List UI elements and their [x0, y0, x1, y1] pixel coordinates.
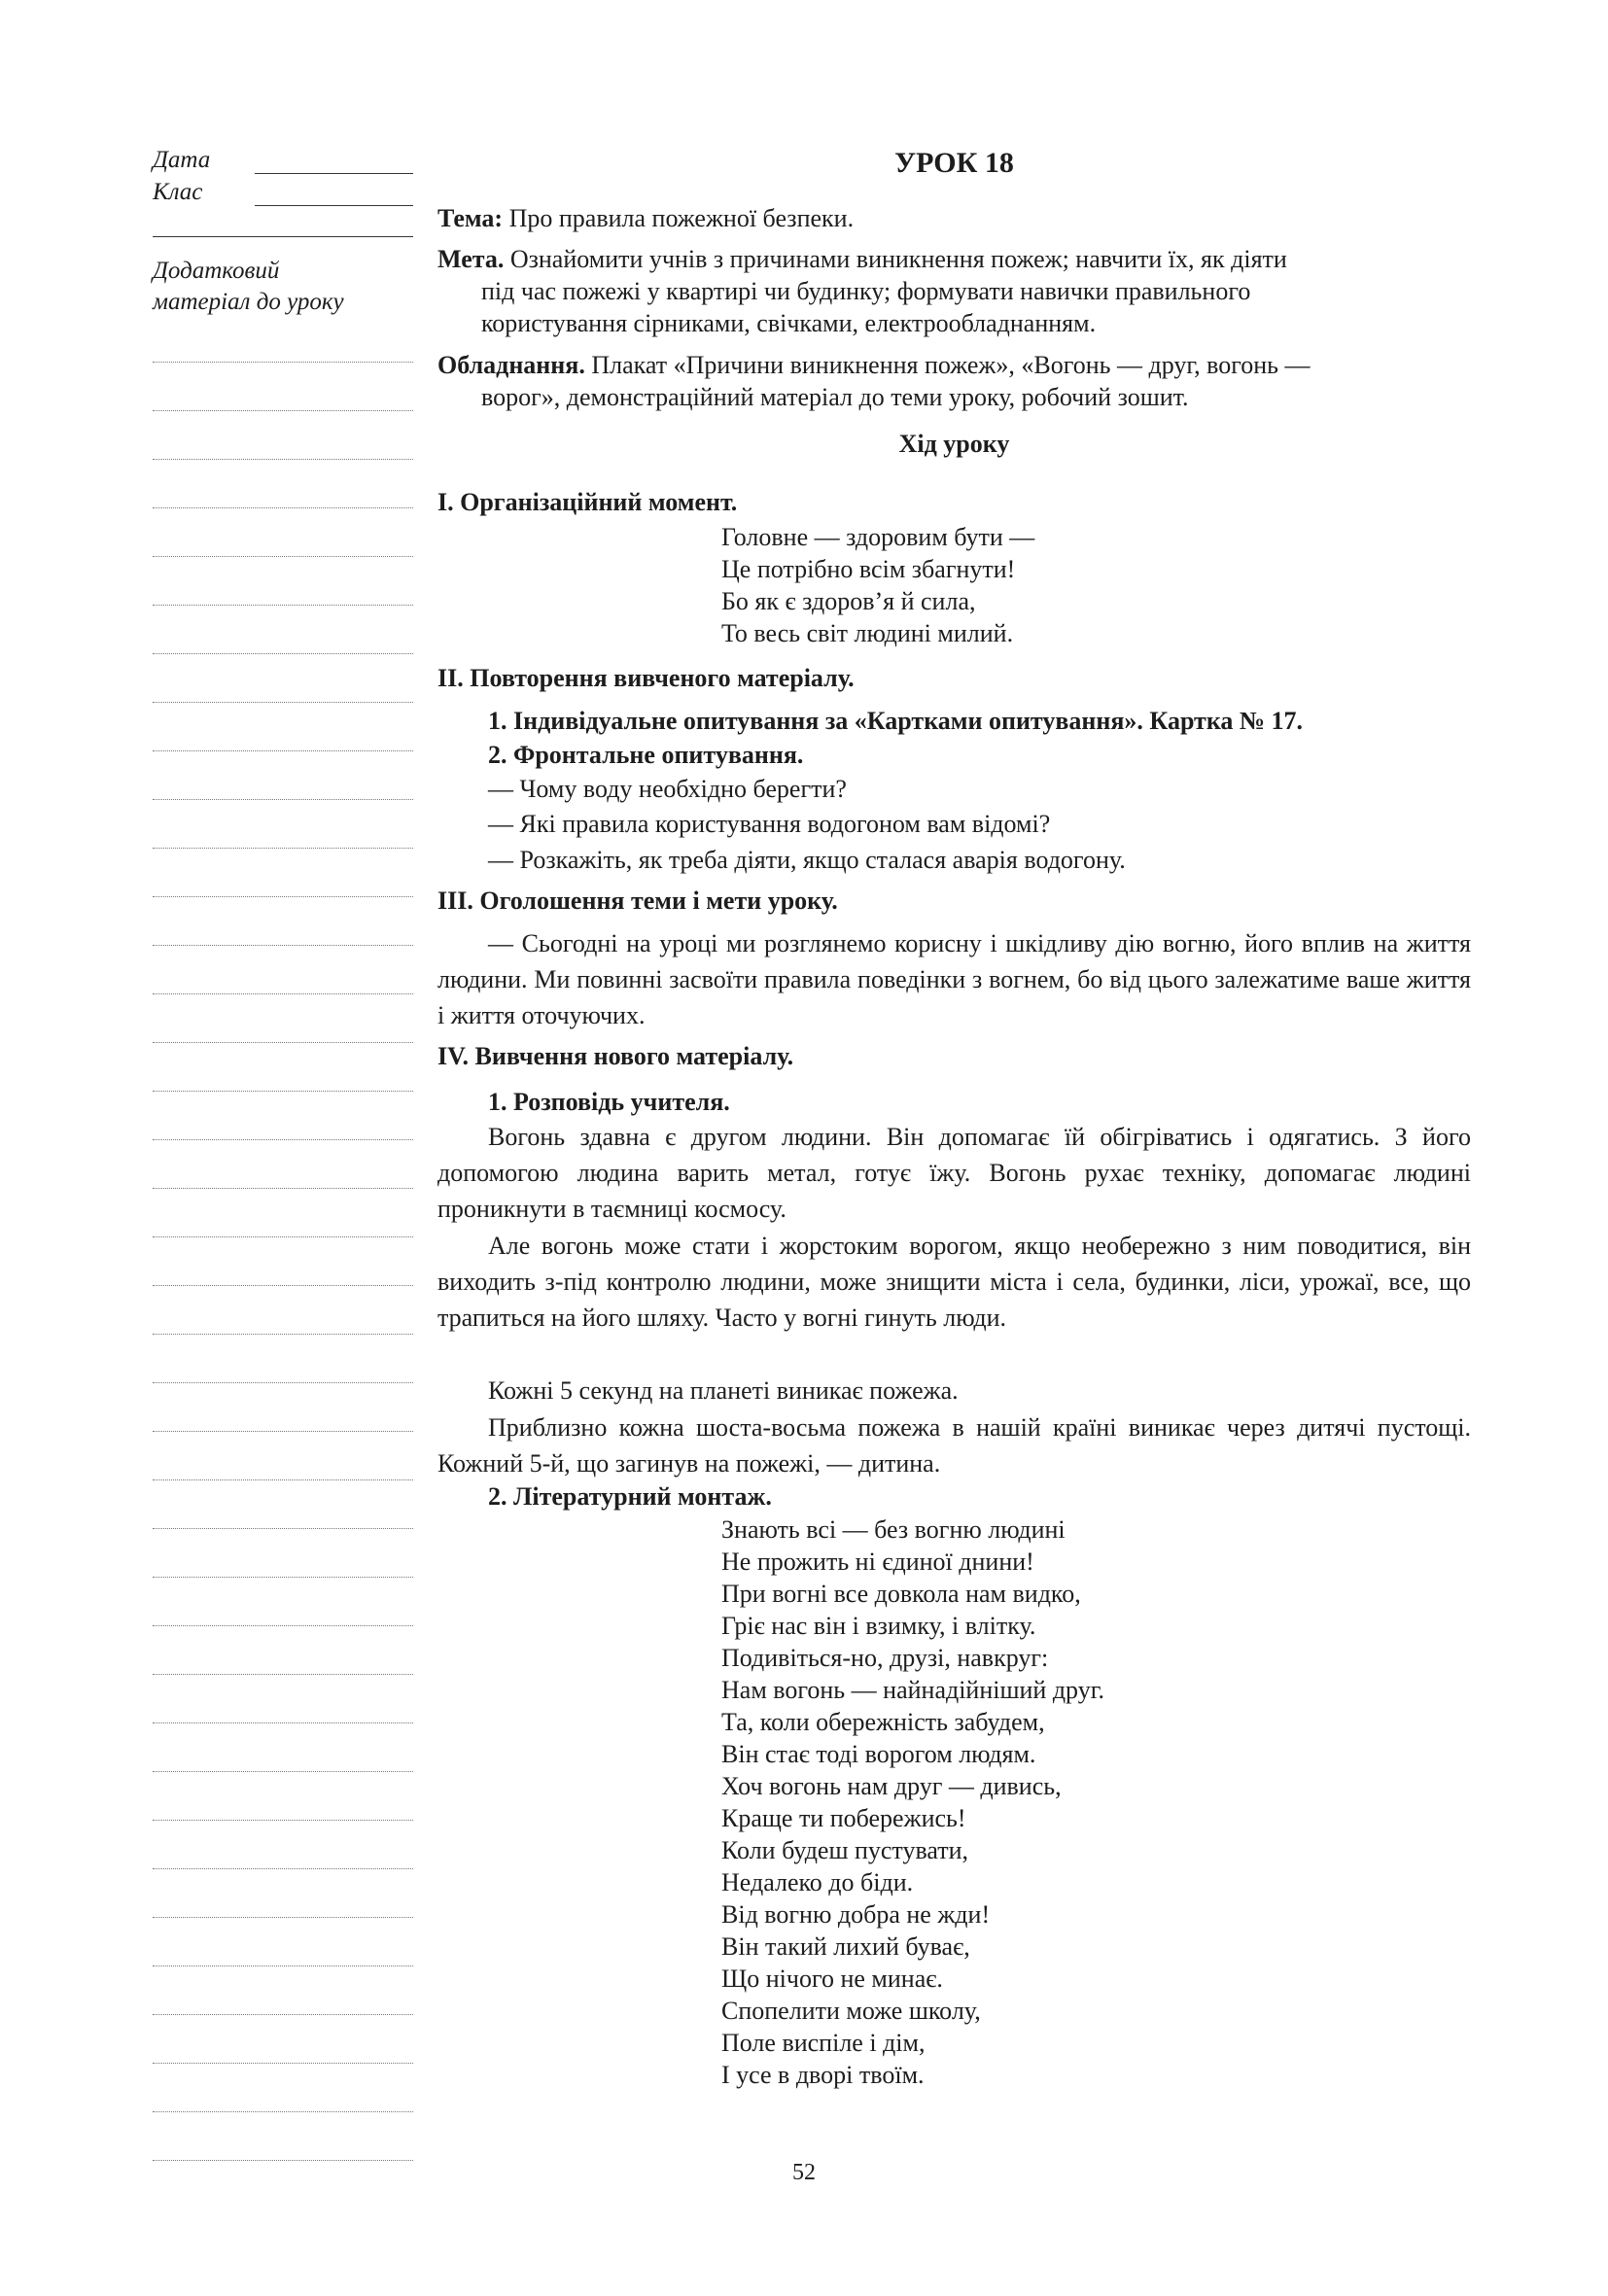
note-line [153, 1091, 413, 1092]
date-field [153, 146, 255, 175]
goal-line: Ознайомити учнів з причинами виникнення пожеж; навчити їх, як діяти [509, 245, 1287, 273]
equipment-key: Обладнання. [437, 351, 585, 379]
note-line [153, 459, 413, 460]
poem-line: Нам вогонь — найнадійніший друг. [721, 1676, 1104, 1704]
poem-line: Спопелити може школу, [721, 1997, 981, 2025]
poem-line: То весь світ людині милий. [721, 619, 1014, 647]
lesson-title: УРОК 18 [894, 147, 1014, 179]
topic-key: Тема: [437, 204, 504, 232]
note-line [153, 896, 413, 897]
date-label: Дата [153, 147, 211, 173]
note-line [153, 1625, 413, 1626]
note-line [153, 1042, 413, 1043]
paragraph: Але вогонь може стати і жорстоким ворогом, якщо необережно з ним поводитися, він виходить з-під контролю людини, може знищити міста і села, будинки, ліси, урожаї, все, що трапиться на його шляху. Часто у вогні гинуть люди. [437, 1232, 1471, 1332]
note-line [153, 653, 413, 654]
note-line [153, 702, 413, 703]
poem-montage [721, 1513, 1104, 2091]
note-line [153, 945, 413, 946]
additional-material-label [153, 256, 344, 318]
poem-line: Він такий лихий буває, [721, 1932, 970, 1961]
date-blank-line [255, 173, 413, 174]
question: — Які правила користування водогоном вам відомі? [488, 810, 1051, 838]
equipment-line: ворог», демонстраційний матеріал до теми уроку, робочий зошит. [481, 383, 1189, 411]
course-heading: Хід уроку [898, 430, 1010, 458]
poem-line: Що нічого не минає. [721, 1965, 943, 1993]
class-label: Клас [153, 179, 203, 205]
topic-row [437, 202, 1471, 234]
poem-line: Це потрібно всім збагнути! [721, 555, 1016, 583]
poem-line: Головне — здоровим бути — [721, 523, 1035, 551]
class-blank-line [255, 205, 413, 206]
poem-line: Не прожить ні єдиної днини! [721, 1548, 1034, 1576]
note-line [153, 1188, 413, 1189]
note-line [153, 2063, 413, 2064]
subsection-heading: 2. Літературний монтаж. [488, 1482, 772, 1511]
poem-line: Поле виспіле і дім, [721, 2029, 926, 2057]
equipment-line: Плакат «Причини виникнення пожеж», «Вогонь — друг, вогонь — [591, 351, 1311, 379]
question: — Чому воду необхідно берегти? [488, 775, 847, 803]
class-field [153, 178, 255, 207]
note-line [153, 750, 413, 751]
note-line [153, 507, 413, 508]
poem-line: Хоч вогонь нам друг — дивись, [721, 1772, 1062, 1800]
paragraph: — Сьогодні на уроці ми розглянемо корисну і шкідливу дію вогню, його вплив на життя людини. Ми повинні засвоїти правила поведінки з вогнем, бо від цього залежатиме ваше життя і життя оточуючих. [437, 929, 1471, 1029]
paragraph: Кожні 5 секунд на планеті виникає пожежа. [488, 1376, 959, 1405]
goal-key: Мета. [437, 245, 505, 273]
poem-line: Краще ти побережись! [721, 1804, 966, 1832]
paragraph: Вогонь здавна є другом людини. Він допомагає їй обігріватись і одягатись. З його допомогою людина варить метал, готує їжу. Вогонь рухає техніку, допомагає людині проникнути в таємниці космосу. [437, 1123, 1471, 1223]
note-line [153, 1139, 413, 1140]
poem-line: Коли будеш пустувати, [721, 1836, 969, 1864]
additional-label-line: матеріал до уроку [153, 289, 344, 315]
poem-line: При вогні все довкола нам видко, [721, 1580, 1081, 1608]
section-heading: I. Організаційний момент. [437, 488, 738, 516]
poem-line: Знають всі — без вогню людині [721, 1515, 1066, 1544]
note-line [153, 1479, 413, 1480]
goal-block [437, 243, 1471, 339]
note-line [153, 1577, 413, 1578]
poem-greeting [721, 521, 1034, 649]
note-line [153, 1771, 413, 1772]
goal-line: користування сірниками, свічками, електрообладнанням. [481, 309, 1097, 337]
note-line [153, 1334, 413, 1335]
note-line [153, 848, 413, 849]
poem-line: І усе в дворі твоїм. [721, 2061, 925, 2089]
poem-line: Та, коли обережність забудем, [721, 1708, 1045, 1736]
survey-item: 2. Фронтальне опитування. [488, 741, 804, 769]
poem-line: Він стає тоді ворогом людям. [721, 1740, 1036, 1768]
section-heading: II. Повторення вивченого матеріалу. [437, 664, 855, 692]
paragraph: Приблизно кожна шоста-восьма пожежа в нашій країні виникає через дитячі пустощі. Кожний 5-й, що загинув на пожежі, — дитина. [437, 1413, 1471, 1478]
section-heading: IV. Вивчення нового матеріалу. [437, 1042, 794, 1070]
subsection-heading: 1. Розповідь учителя. [488, 1088, 730, 1116]
note-line [153, 1674, 413, 1675]
goal-line: під час пожежі у квартирі чи будинку; формувати навички правильного [481, 277, 1251, 305]
note-line [153, 2111, 413, 2112]
note-line [153, 1917, 413, 1918]
note-line [153, 1528, 413, 1529]
margin-divider [153, 236, 413, 237]
equipment-block [437, 349, 1471, 413]
note-line [153, 1722, 413, 1723]
poem-line: Від вогню добра не жди! [721, 1900, 991, 1929]
note-line [153, 1820, 413, 1821]
page-number: 52 [792, 2160, 816, 2185]
question: — Розкажіть, як треба діяти, якщо сталася аварія водогону. [488, 846, 1126, 874]
topic-text: Про правила пожежної безпеки. [508, 204, 855, 232]
note-line [153, 556, 413, 557]
note-line [153, 1285, 413, 1286]
note-line [153, 410, 413, 411]
poem-line: Бо як є здоров’я й сила, [721, 587, 976, 615]
note-line [153, 362, 413, 363]
note-line [153, 1382, 413, 1383]
note-line [153, 1868, 413, 1869]
section-heading: III. Оголошення теми і мети уроку. [437, 887, 838, 915]
survey-item: 1. Індивідуальне опитування за «Картками опитування». Картка № 17. [488, 707, 1304, 735]
additional-label-line: Додатковий [153, 258, 280, 284]
note-line [153, 993, 413, 994]
note-line [153, 1236, 413, 1237]
note-line [153, 605, 413, 606]
note-line [153, 799, 413, 800]
poem-line: Гріє нас він і взимку, і влітку. [721, 1612, 1036, 1640]
note-line [153, 2014, 413, 2015]
poem-line: Подивіться-но, друзі, навкруг: [721, 1644, 1049, 1672]
poem-line: Недалеко до біди. [721, 1868, 914, 1896]
note-line [153, 1431, 413, 1432]
